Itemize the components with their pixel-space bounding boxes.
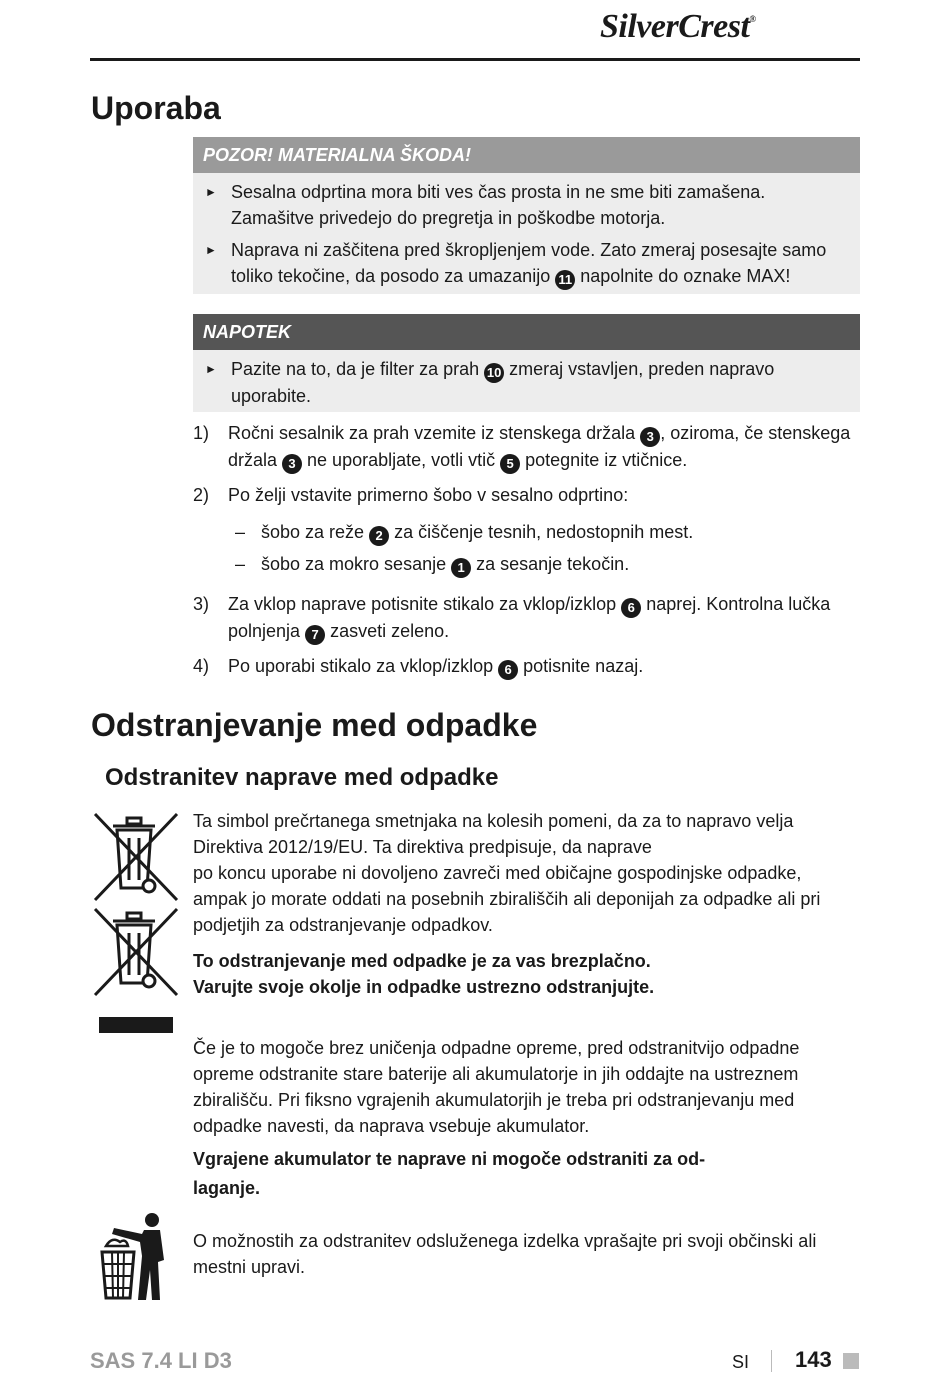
note-item: ► Pazite na to, da je filter za prah 10 zmeraj vstavljen, preden napravo uporabite.: [203, 356, 850, 409]
warning-box: [193, 137, 860, 294]
disposal-free-notice: To odstranjevanje med odpadke je za vas brezplačno. Varujte svoje okolje in odpadke ustrezno odstranjujte.: [193, 951, 655, 997]
weee-bar-icon: [99, 1017, 173, 1033]
header-rule: [90, 58, 860, 61]
section-title-usage: Uporaba: [91, 90, 221, 126]
battery-paragraph: Če je to mogoče brez uničenja odpadne opreme, pred odstranitvijo odpadne opreme odstranite stare baterije ali akumulatorje in jih oddajte na ustreznem zbirališču. Pri fiksno vgrajenih akumulatorjih je treba pri odstranjevanju med odpadke navesti, da naprava vsebuje akumulator.: [193, 1038, 800, 1136]
bullet-arrow-icon: ►: [205, 243, 217, 257]
warning-item: ► Sesalna odprtina mora biti ves čas prosta in ne sme biti zamašena. Zamašitve privedejo do pregretja in poškodbe motorja.: [203, 179, 850, 231]
section-title-disposal: Odstranjevanje med odpadke: [91, 707, 538, 743]
step-item: 3) Za vklop naprave potisnite stikalo za vklop/izklop 6 naprej. Kontrolna lučka polnjenja 7 zasveti zeleno.: [193, 591, 863, 645]
bullet-arrow-icon: ►: [205, 362, 217, 376]
part-number-badge: 1: [451, 558, 471, 578]
model-number: SAS 7.4 LI D3: [90, 1348, 232, 1373]
part-number-badge: 5: [500, 454, 520, 474]
crossed-bin-icon: [91, 810, 181, 905]
disposal-paragraph: Ta simbol prečrtanega smetnjaka na kolesih pomeni, da za to napravo velja Direktiva 2012/19/EU. Ta direktiva predpisuje, da naprave po koncu uporabe ni dovoljeno zavreči med običajne gospodinjske odpadke, ampak jo morate oddati na posebnih zbirališčih ali deponijah za odpadke ali pri podjetjih za odstranjevanje odpadkov.: [193, 811, 821, 935]
note-box: [193, 314, 860, 412]
municipal-paragraph: O možnostih za odstranitev odsluženega izdelka vprašajte pri svoji občinski ali mestni upravi.: [193, 1231, 817, 1277]
part-number-badge: 3: [282, 454, 302, 474]
warning-heading: POZOR! MATERIALNA ŠKODA!: [193, 137, 860, 173]
battery-notice: Vgrajene akumulator te naprave ni mogoče odstraniti za od- laganje.: [193, 1149, 706, 1198]
step-item: 1) Ročni sesalnik za prah vzemite iz stenskega držala 3 , oziroma, če stenskega držala 3 ne uporabljate, votli vtič 5 potegnite iz vtičnice.: [193, 420, 863, 474]
recycle-person-icon: [98, 1212, 174, 1304]
page-number: 143: [795, 1347, 832, 1372]
subsection-title: Odstranitev naprave med odpadke: [105, 764, 499, 791]
bullet-arrow-icon: ►: [205, 185, 217, 199]
brand-logo: SilverCrest®: [600, 8, 756, 45]
part-number-badge: 6: [498, 660, 518, 680]
language-code: SI: [732, 1352, 750, 1372]
page-marker-icon: [843, 1353, 859, 1369]
part-number-badge: 11: [555, 270, 575, 290]
note-heading: NAPOTEK: [193, 314, 860, 350]
nozzle-item: – šobo za reže 2 za čiščenje tesnih, nedostopnih mest.: [235, 519, 855, 546]
footer-divider: [771, 1350, 772, 1372]
step-item: 2) Po želji vstavite primerno šobo v sesalno odprtino:: [193, 485, 629, 505]
nozzle-item: – šobo za mokro sesanje 1 za sesanje tekočin.: [235, 551, 855, 578]
part-number-badge: 6: [621, 598, 641, 618]
step-item: 4) Po uporabi stikalo za vklop/izklop 6 potisnite nazaj.: [193, 653, 863, 680]
crossed-bin-icon: [91, 905, 181, 1000]
part-number-badge: 3: [640, 427, 660, 447]
part-number-badge: 10: [484, 363, 504, 383]
warning-item: ► Naprava ni zaščitena pred škropljenjem vode. Zato zmeraj posesajte samo toliko tekočine, da posodo za umazanijo 11 napolnite do oznake MAX!: [203, 237, 850, 290]
part-number-badge: 7: [305, 625, 325, 645]
part-number-badge: 2: [369, 526, 389, 546]
